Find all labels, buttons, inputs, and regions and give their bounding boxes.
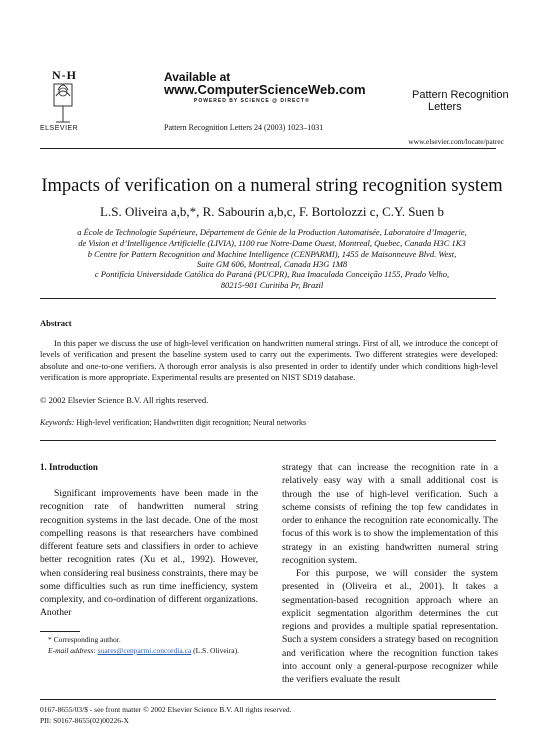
pii-line: PII: S0167-8655(02)00226-X — [40, 716, 129, 725]
paragraph: For this purpose, we will consider the system presented in (Oliveira et al., 2001). It takes a segmentation-based recognition approach where an explicit segmentation algorithm determines the cut regions and provides a multiple spatial representation. Such a system considers a strategy based on recognition and verification where the recognition function takes into account only a general-purpose recognizer while the verifiers evaluate the result — [282, 568, 498, 685]
affiliation-line: 80215-901 Curitiba Pr, Brazil — [220, 280, 324, 290]
available-at-label: Available at — [164, 70, 231, 84]
affiliation-line: de Vision et d’Intelligence Artificielle (LIVIA), 1100 rue Notre-Dame Ouest, Montreal, Quebec, Canada H3C 1K3 — [78, 238, 466, 248]
intro-right-column — [282, 461, 498, 686]
keywords — [40, 418, 306, 427]
affiliation-line: a École de Technologie Supérieure, Département de Génie de la Production Automatisée, Laboratoire d’Imagerie, — [77, 227, 467, 237]
paragraph: strategy that can increase the recognition rate in a relatively easy way with a small additional cost is through the use of high-level verification. Such a scheme consists of refining the top few candidates in order to enhance the recognition rate economically. The focus of this work is to show the implementation of this strategy in an existing handwritten numeral string recognition system. — [282, 462, 498, 566]
computerscienceweb-url[interactable]: www.ComputerScienceWeb.com — [164, 82, 366, 97]
keywords-list: High-level verification; Handwritten digit recognition; Neural networks — [76, 418, 307, 427]
affiliation-line: c Pontifícia Universidade Católica do Paraná (PUCPR), Rua Imaculada Conceição 1155, Prado Velho, — [94, 269, 450, 279]
publisher-logo-letters: N-H — [52, 68, 77, 82]
email-link[interactable]: soares@cenparmi.concordia.ca — [97, 646, 192, 655]
header-divider — [40, 148, 496, 149]
keywords-divider — [40, 440, 496, 441]
intro-left-column: Significant improvements have been made in the recognition rate of handwritten numeral string recognition systems in the last decade. One of the most compelling reasons is that researchers have combined different feature sets and classifiers in order to achieve better recognition rates (Xu et al., 1992). However, when considering real business constraints, there may be some difficulties such as run time inefficiency, system complexity, and co-ordination of different organizations. Another — [40, 488, 258, 619]
keywords-label: Keywords: — [40, 418, 75, 427]
footnote-email — [48, 646, 258, 656]
copyright-notice: © 2002 Elsevier Science B.V. All rights reserved. — [40, 395, 209, 405]
journal-site-url[interactable]: www.elsevier.com/locate/patrec — [408, 137, 504, 146]
email-suffix: (L.S. Oliveira). — [193, 646, 239, 655]
front-matter-line: 0167-8655/03/$ - see front matter © 2002 Elsevier Science B.V. All rights reserved. — [40, 705, 292, 714]
paper-authors: L.S. Oliveira a,b,*, R. Sabourin a,b,c, F. Bortolozzi c, C.Y. Suen b — [100, 204, 444, 219]
journal-logo-line2: Letters — [428, 101, 462, 113]
journal-reference: Pattern Recognition Letters 24 (2003) 1023–1031 — [164, 123, 324, 132]
section-heading: 1. Introduction — [40, 462, 98, 472]
journal-logo-line1: Pattern Recognition — [412, 89, 509, 101]
footer-divider — [40, 699, 496, 700]
abstract-text: In this paper we discuss the use of high-level verification on handwritten numeral strings. First of all, we introduce the concept of levels of verification and present the baseline system used to carry out the experiments. Two different strategies were developed: absolute and one-to-one verifiers. A thorough error analysis is also presented in order to identify under which conditions high-level verification is more appropriate. Experimental results are presented on NIST SD19 database. — [40, 338, 498, 383]
affiliation-line: b Centre for Pattern Recognition and Machine Intelligence (CENPARMI), 1455 de Maisonneuve Blvd. West, — [87, 249, 457, 259]
paper-title: Impacts of verification on a numeral string recognition system — [41, 176, 503, 196]
abstract-heading: Abstract — [40, 318, 72, 328]
powered-by-sciencedirect: POWERED BY SCIENCE @ DIRECT® — [194, 98, 310, 104]
footnote-corresponding: * Corresponding author. — [48, 635, 121, 644]
abstract-divider — [40, 298, 496, 299]
publisher-name: ELSEVIER — [40, 125, 79, 132]
affiliation-line: Suite GM 606, Montreal, Canada H3G 1M8 — [196, 259, 348, 269]
email-label: E-mail address: — [48, 646, 96, 655]
footnote-divider — [40, 631, 80, 632]
